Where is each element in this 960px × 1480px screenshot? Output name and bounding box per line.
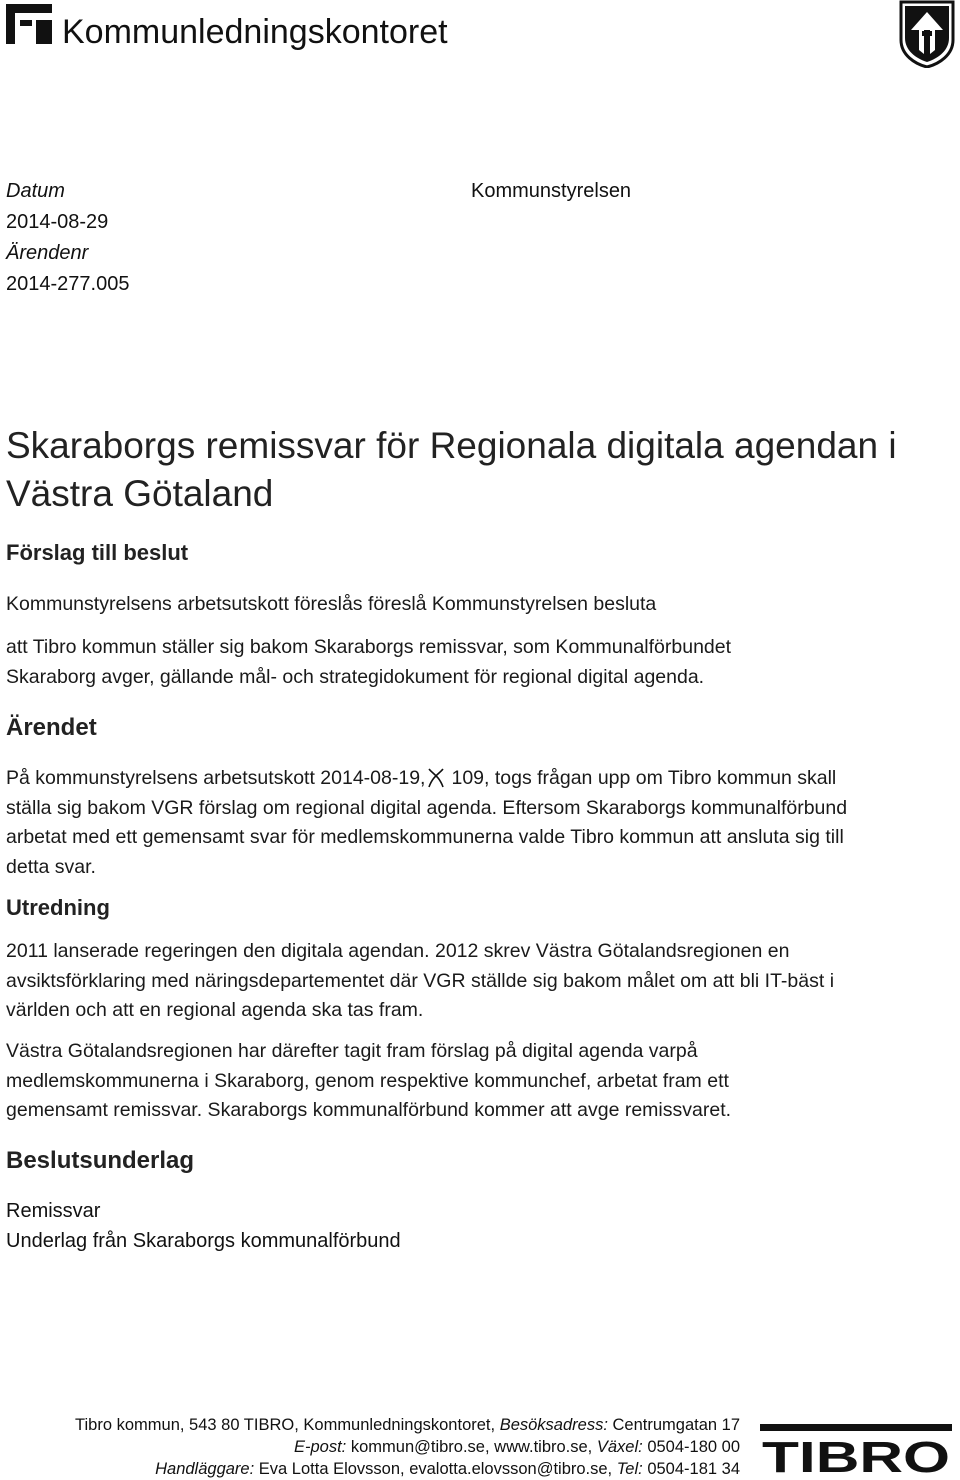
basis-list [6, 1196, 401, 1256]
recipient: Kommunstyrelsen [471, 180, 632, 202]
date-value: 2014-08-29 [6, 211, 109, 233]
tel-label: Tel: [616, 1460, 643, 1478]
list-item: Underlag från Skaraborgs kommunalförbund [6, 1230, 401, 1252]
municipal-crest-icon [899, 0, 955, 68]
matter-text-end: 109, togs frågan upp om Tibro kommun skall ställa sig bakom VGR förslag om regional digital agenda. Eftersom Skaraborgs kommunalförbund arbetat med ett gemensamt svar för medlemskommunerna valde Tibro kommun att ansluta sig till detta svar. [6, 767, 848, 878]
visit-address-label: Besöksadress: [499, 1416, 608, 1434]
visit-address-value: Centrumgatan 17 [612, 1416, 740, 1434]
footer-contact-line [75, 1436, 740, 1458]
case-number-label: Ärendenr [6, 242, 89, 264]
footer-contact [75, 1414, 740, 1480]
switchboard-value: 0504-180 00 [647, 1438, 740, 1456]
meta-block [6, 176, 129, 300]
document-title: Skaraborgs remissvar för Regionala digitala agendan i Västra Götaland [6, 425, 897, 514]
matter-heading: Ärendet [6, 714, 97, 741]
tel-value: 0504-181 34 [647, 1460, 740, 1478]
section-sign-icon [427, 768, 445, 788]
footer-org-text: Tibro kommun, 543 80 TIBRO, Kommunledningskontoret, [75, 1416, 496, 1434]
switchboard-label: Växel: [596, 1438, 643, 1456]
proposal-heading: Förslag till beslut [6, 540, 189, 565]
proposal-text: att Tibro kommun ställer sig bakom Skaraborgs remissvar, som Kommunalförbundet Skaraborg avger, gällande mål- och strategidokument för regional digital agenda. [6, 636, 732, 688]
email-label: E-post: [293, 1438, 347, 1456]
date-label: Datum [6, 180, 65, 202]
handler-value[interactable]: Eva Lotta Elovsson, evalotta.elovsson@tibro.se, [258, 1460, 613, 1478]
tibro-brand-logo [760, 1422, 952, 1474]
email-value[interactable]: kommun@tibro.se, www.tibro.se, [350, 1438, 593, 1456]
organization-name: Kommunledningskontoret [62, 13, 448, 51]
case-number-value: 2014-277.005 [6, 273, 130, 295]
investigation-heading: Utredning [6, 895, 110, 920]
investigation-paragraph: Västra Götalandsregionen har därefter tagit fram förslag på digital agenda varpå medlemskommunerna i Skaraborg, genom respektive kommunchef, arbetat fram ett gemensamt remissvar. Skaraborgs kommunalförbund kommer att avge remissvaret. [6, 1040, 732, 1121]
brand-wordmark: TIBRO [762, 1433, 950, 1474]
matter-text [6, 764, 866, 882]
handler-label: Handläggare: [155, 1460, 255, 1478]
proposal-intro: Kommunstyrelsens arbetsutskott föreslås föreslå Kommunstyrelsen besluta [6, 593, 657, 615]
matter-text-start: På kommunstyrelsens arbetsutskott 2014-08-19, [6, 767, 426, 789]
investigation-paragraph: 2011 lanserade regeringen den digitala agendan. 2012 skrev Västra Götalandsregionen en avsiktsförklaring med näringsdepartementet där VGR ställde sig bakom målet om att bli IT-bäst i världen och att en regional agenda ska tas fram. [6, 940, 835, 1021]
basis-heading: Beslutsunderlag [6, 1147, 195, 1174]
footer-address-line [75, 1414, 740, 1436]
list-item: Remissvar [6, 1200, 101, 1222]
tibro-t-logo-icon [6, 4, 52, 44]
